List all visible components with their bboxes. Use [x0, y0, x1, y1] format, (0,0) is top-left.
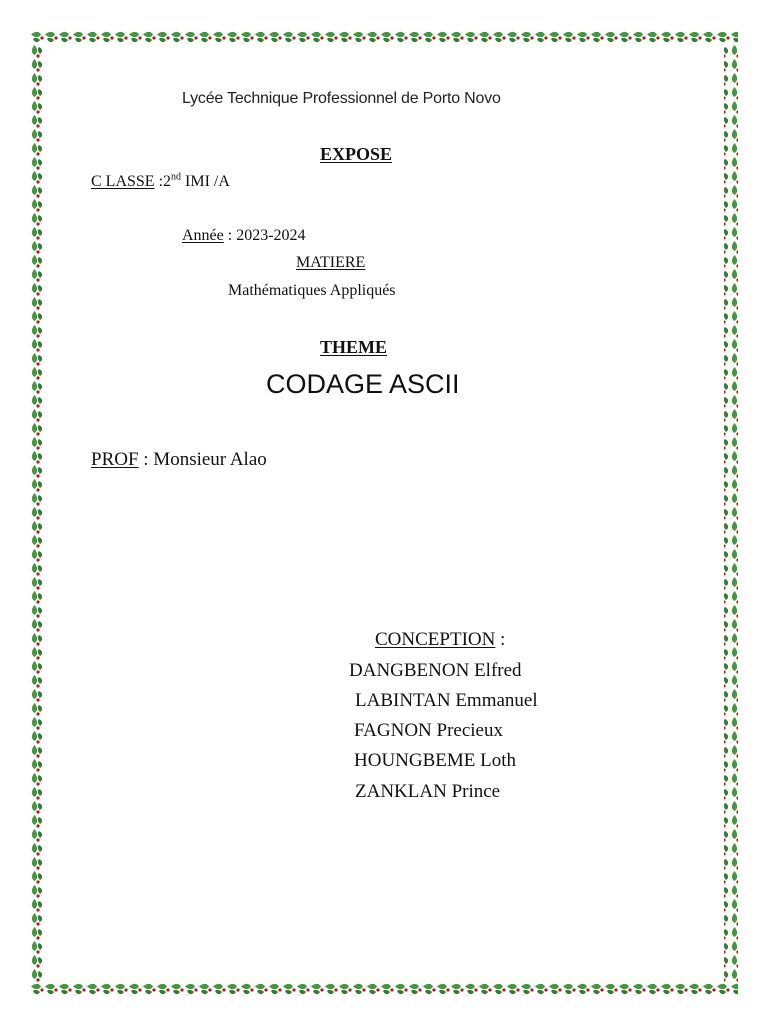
subject-label: MATIERE: [296, 254, 366, 271]
holly-border-left: [30, 44, 44, 982]
class-sup: nd: [171, 171, 182, 183]
prof-value: : Monsieur Alao: [138, 449, 267, 470]
member-1: DANGBENON Elfred: [349, 660, 522, 681]
conception-heading: [375, 629, 505, 651]
holly-border-right: [724, 44, 738, 982]
subject-value: Mathématiques Appliqués: [228, 282, 396, 299]
year-line: [182, 227, 306, 245]
class-line: [91, 173, 230, 191]
holly-border-bottom: [30, 982, 738, 996]
theme-heading: THEME: [320, 337, 388, 357]
class-sep: :2: [154, 173, 172, 190]
member-3: FAGNON Precieux: [354, 720, 503, 741]
class-value: IMI /A: [181, 173, 230, 190]
conception-suffix: :: [495, 629, 506, 650]
member-4: HOUNGBEME Loth: [354, 750, 517, 771]
theme-title: CODAGE ASCII: [266, 369, 460, 399]
prof-line: [91, 449, 267, 471]
expose-heading: EXPOSE: [320, 144, 393, 164]
class-label: C LASSE: [91, 173, 155, 190]
year-label: Année: [182, 227, 224, 244]
holly-border-top: [30, 30, 738, 44]
conception-label: CONCEPTION: [375, 629, 496, 650]
prof-label: PROF: [91, 449, 139, 470]
school-name: Lycée Technique Professionnel de Porto Novo: [182, 90, 501, 107]
year-value: : 2023-2024: [223, 227, 306, 244]
member-5: ZANKLAN Prince: [355, 781, 501, 802]
member-2: LABINTAN Emmanuel: [355, 690, 538, 711]
